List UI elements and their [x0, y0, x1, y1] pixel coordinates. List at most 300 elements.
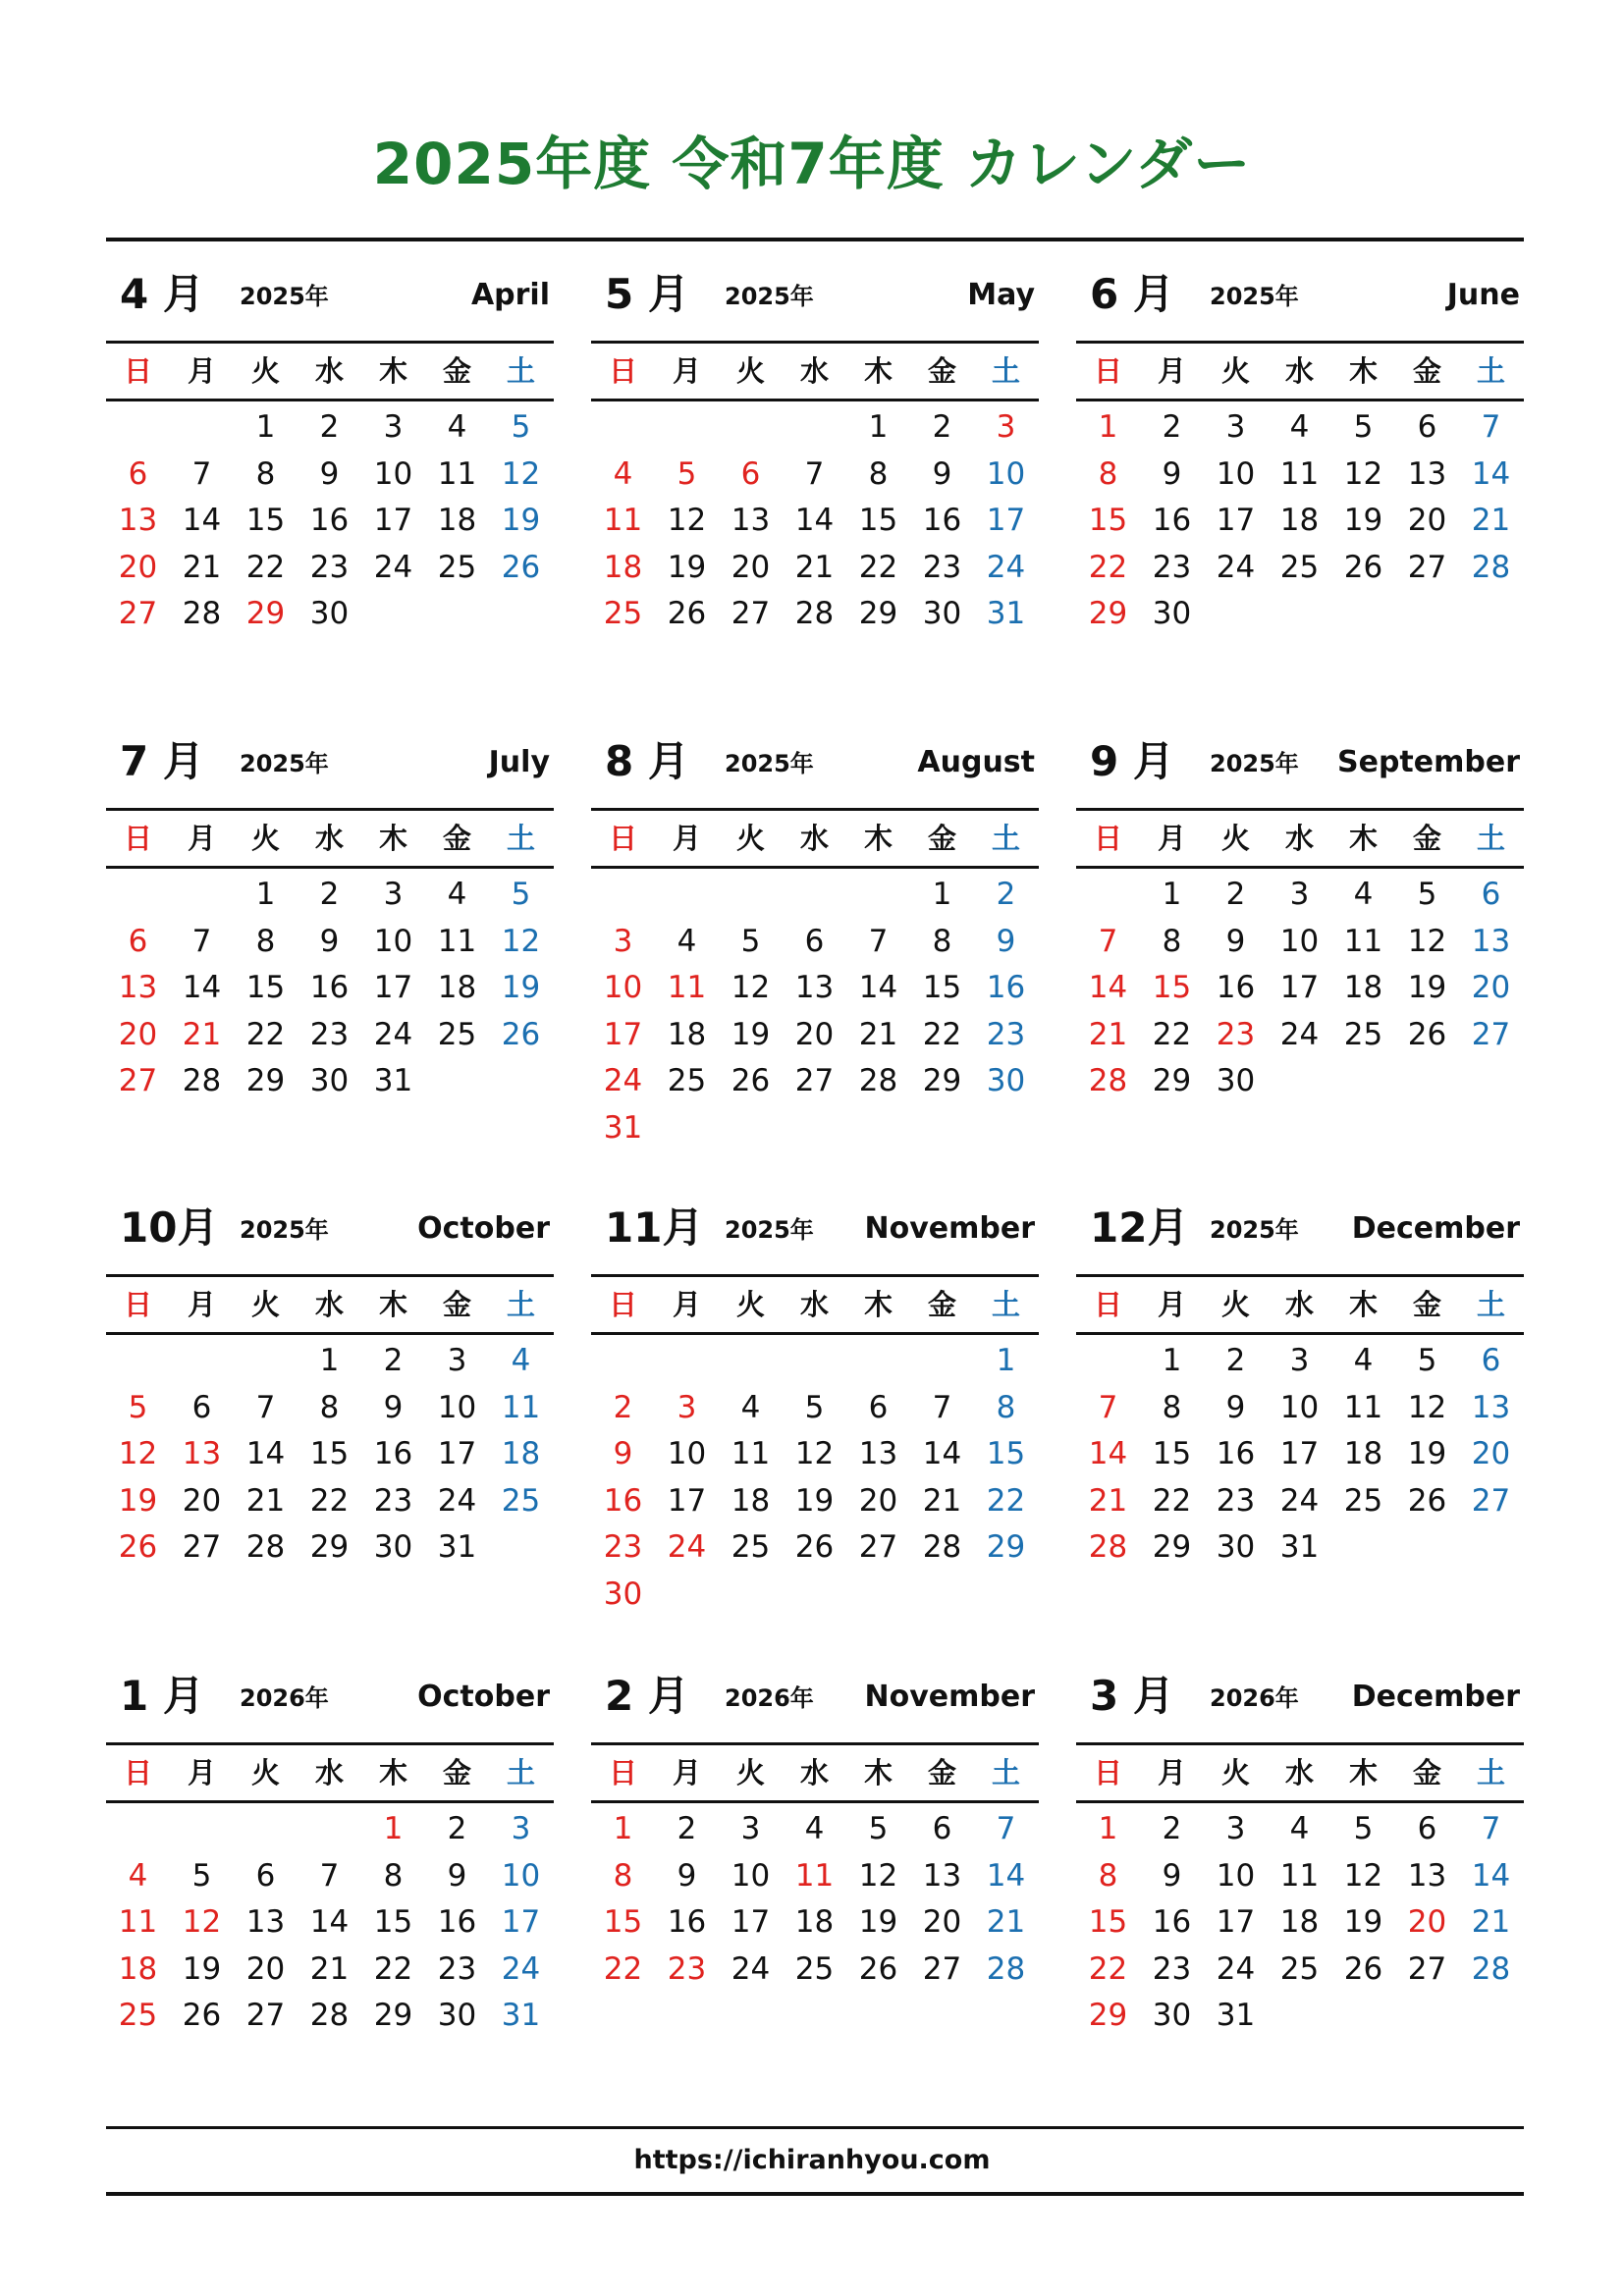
weekday-label: 月: [187, 1756, 216, 1789]
day-cell: 31: [373, 1063, 413, 1098]
day-cell: 20: [1471, 970, 1511, 1005]
month-label: 1 月: [120, 1672, 204, 1720]
day-cell: 29: [986, 1529, 1026, 1565]
day-cell: 21: [794, 549, 835, 585]
empty-cell: [783, 872, 846, 919]
month-header: [106, 1660, 554, 1742]
month-header: [106, 1192, 554, 1274]
day-cell: 14: [1471, 1857, 1511, 1894]
day-cell: 9: [613, 1436, 633, 1471]
day-cell: 12: [501, 923, 541, 959]
day-cell: 29: [309, 1529, 350, 1565]
day-cell: 18: [501, 1436, 541, 1471]
month-english-name: August: [917, 745, 1035, 779]
day-cell: 16: [922, 503, 962, 538]
weekday-header-row: [591, 1742, 1039, 1803]
day-cell: 19: [501, 970, 541, 1005]
day-cell: 18: [667, 1016, 707, 1052]
day-cell: 17: [1216, 503, 1256, 538]
empty-cell: [655, 404, 719, 452]
day-cell: 15: [1152, 970, 1192, 1005]
footer-url[interactable]: https://ichiranhyou.com: [633, 2145, 991, 2175]
empty-cell: [591, 404, 655, 452]
month-block: [1076, 258, 1524, 638]
day-cell: 9: [1162, 1857, 1182, 1894]
day-cell: 16: [1152, 503, 1192, 538]
day-cell: 28: [182, 1063, 222, 1098]
empty-cell: [655, 1338, 719, 1385]
empty-cell: [106, 1338, 170, 1385]
day-cell: 30: [986, 1063, 1026, 1098]
day-cell: 15: [309, 1436, 350, 1471]
day-cell: 25: [501, 1482, 541, 1519]
day-cell: 25: [603, 596, 643, 631]
day-cell: 4: [511, 1343, 531, 1378]
weekday-label: 金: [927, 822, 956, 855]
weekday-label: 水: [314, 822, 344, 855]
month-year: 2025年: [1210, 750, 1299, 777]
day-cell: 28: [309, 1998, 350, 2033]
weekday-label: 火: [250, 1756, 280, 1789]
day-cell: 19: [1407, 1436, 1447, 1471]
day-cell: 7: [191, 455, 212, 492]
month-header: [1076, 1660, 1524, 1742]
day-cell: 22: [603, 1950, 643, 1987]
empty-cell: [106, 1806, 170, 1853]
day-cell: 9: [932, 455, 952, 492]
weekday-label: 木: [863, 1288, 893, 1321]
day-cell: 27: [1407, 1950, 1447, 1987]
weekday-label: 日: [123, 822, 152, 855]
month-label: 10月: [120, 1203, 219, 1252]
day-cell: 19: [1343, 503, 1383, 538]
weekday-label: 日: [1093, 354, 1122, 388]
day-cell: 7: [1481, 409, 1501, 445]
weekday-label: 金: [1412, 1288, 1441, 1321]
day-cell: 6: [191, 1389, 212, 1425]
day-cell: 5: [1417, 1343, 1437, 1378]
day-cell: 27: [118, 1063, 158, 1098]
day-cell: 28: [922, 1529, 962, 1565]
day-cell: 2: [1225, 877, 1246, 912]
day-cell: 15: [245, 503, 286, 538]
weekday-label: 水: [314, 354, 344, 388]
weekday-label: 月: [1157, 1288, 1186, 1321]
day-cell: 10: [437, 1389, 477, 1425]
month-english-name: November: [864, 1680, 1035, 1714]
month-block: [106, 725, 554, 1105]
day-cell: 31: [1216, 1998, 1256, 2033]
day-cell: 20: [922, 1904, 962, 1940]
day-cell: 14: [922, 1436, 962, 1471]
day-cell: 24: [731, 1950, 771, 1987]
day-cell: 26: [182, 1998, 222, 2033]
day-cell: 7: [868, 923, 889, 959]
day-cell: 18: [437, 503, 477, 538]
day-cell: 8: [996, 1389, 1016, 1425]
day-cell: 21: [1088, 1482, 1128, 1519]
day-cell: 3: [511, 1811, 531, 1846]
day-cell: 10: [373, 455, 413, 492]
day-cell: 5: [677, 455, 697, 492]
month-label: 8 月: [605, 737, 689, 785]
day-cell: 12: [858, 1857, 898, 1894]
month-english-name: June: [1446, 278, 1520, 312]
day-cell: 9: [1162, 455, 1182, 492]
day-cell: 16: [1216, 1436, 1256, 1471]
day-cell: 22: [986, 1482, 1026, 1519]
weekday-header-row: [106, 1274, 554, 1335]
day-cell: 10: [501, 1857, 541, 1894]
day-cell: 20: [118, 549, 158, 585]
day-cell: 22: [373, 1950, 413, 1987]
day-cell: 10: [667, 1436, 707, 1471]
day-cell: 13: [794, 970, 835, 1005]
day-cell: 10: [603, 970, 643, 1005]
day-cell: 12: [1343, 455, 1383, 492]
weekday-label: 月: [1157, 822, 1186, 855]
day-cell: 7: [191, 923, 212, 959]
day-cell: 16: [1152, 1904, 1192, 1940]
day-cell: 1: [932, 877, 952, 912]
month-label: 2 月: [605, 1672, 689, 1720]
day-cell: 15: [373, 1904, 413, 1940]
day-cell: 11: [603, 503, 643, 538]
day-cell: 27: [922, 1950, 962, 1987]
day-cell: 28: [986, 1950, 1026, 1987]
day-cell: 1: [255, 409, 276, 445]
day-cell: 19: [731, 1016, 771, 1052]
month-label: 11月: [605, 1203, 704, 1252]
weekday-label: 水: [799, 1756, 829, 1789]
weekday-label: 金: [442, 1756, 471, 1789]
weekday-label: 土: [991, 354, 1020, 388]
day-cell: 28: [1471, 549, 1511, 585]
day-cell: 1: [1098, 409, 1118, 445]
day-cell: 29: [373, 1998, 413, 2033]
day-cell: 18: [1279, 1904, 1320, 1940]
day-cell: 18: [118, 1950, 158, 1987]
day-cell: 30: [1216, 1529, 1256, 1565]
day-cell: 8: [383, 1857, 404, 1894]
day-cell: 3: [613, 923, 633, 959]
day-cell: 11: [437, 923, 477, 959]
day-cell: 16: [309, 970, 350, 1005]
day-cell: 13: [1471, 1389, 1511, 1425]
weekday-label: 土: [1476, 1756, 1505, 1789]
day-cell: 14: [182, 503, 222, 538]
day-cell: 2: [1162, 409, 1182, 445]
month-year: 2025年: [240, 750, 329, 777]
weekday-header-row: [106, 1742, 554, 1803]
day-cell: 6: [1417, 1811, 1437, 1846]
weekday-label: 日: [1093, 1288, 1122, 1321]
day-cell: 19: [858, 1904, 898, 1940]
weekday-label: 土: [991, 1756, 1020, 1789]
day-cell: 21: [986, 1904, 1026, 1940]
day-cell: 3: [996, 409, 1016, 445]
day-cell: 25: [118, 1998, 158, 2033]
day-cell: 10: [731, 1857, 771, 1894]
month-header: [1076, 258, 1524, 341]
day-cell: 23: [373, 1482, 413, 1519]
month-block: [106, 1660, 554, 2040]
day-cell: 4: [740, 1389, 761, 1425]
month-header: [106, 725, 554, 808]
day-cell: 31: [986, 596, 1026, 631]
weekday-label: 水: [1284, 1288, 1314, 1321]
day-cell: 20: [245, 1950, 286, 1987]
top-divider: [106, 238, 1524, 241]
month-year: 2026年: [240, 1684, 329, 1712]
month-block: [1076, 725, 1524, 1105]
day-cell: 29: [858, 596, 898, 631]
weekday-label: 土: [991, 1288, 1020, 1321]
day-cell: 1: [255, 877, 276, 912]
weekday-label: 土: [506, 354, 535, 388]
weekday-label: 木: [378, 1288, 407, 1321]
month-label: 3 月: [1090, 1672, 1174, 1720]
empty-cell: [910, 1338, 974, 1385]
day-cell: 4: [1353, 1343, 1374, 1378]
weekday-label: 日: [608, 1288, 637, 1321]
weekday-label: 水: [799, 822, 829, 855]
day-cell: 5: [511, 877, 531, 912]
weekday-label: 土: [1476, 1288, 1505, 1321]
day-cell: 1: [1098, 1811, 1118, 1846]
day-cell: 10: [986, 455, 1026, 492]
day-cell: 2: [1225, 1343, 1246, 1378]
empty-cell: [1076, 872, 1140, 919]
day-cell: 8: [255, 455, 276, 492]
day-cell: 31: [501, 1998, 541, 2033]
day-cell: 20: [1407, 503, 1447, 538]
month-block: [106, 1192, 554, 1572]
day-cell: 11: [794, 1857, 835, 1894]
day-cell: 8: [868, 455, 889, 492]
day-cell: 27: [1407, 549, 1447, 585]
day-cell: 14: [1471, 455, 1511, 492]
day-cell: 3: [447, 1343, 467, 1378]
weekday-label: 金: [442, 354, 471, 388]
weekday-label: 木: [1348, 354, 1378, 388]
day-cell: 28: [1471, 1950, 1511, 1987]
day-cell: 11: [118, 1904, 158, 1940]
day-grid: [1076, 872, 1524, 1105]
day-cell: 10: [1279, 923, 1320, 959]
day-cell: 23: [986, 1016, 1026, 1052]
day-cell: 4: [1289, 409, 1310, 445]
day-cell: 17: [437, 1436, 477, 1471]
day-cell: 25: [731, 1529, 771, 1565]
day-cell: 18: [794, 1904, 835, 1940]
weekday-label: 月: [187, 1288, 216, 1321]
month-year: 2025年: [725, 283, 814, 310]
day-cell: 17: [667, 1482, 707, 1519]
day-cell: 14: [1088, 970, 1128, 1005]
empty-cell: [783, 404, 846, 452]
day-cell: 4: [447, 877, 467, 912]
weekday-label: 土: [1476, 822, 1505, 855]
day-cell: 20: [118, 1016, 158, 1052]
day-cell: 6: [1417, 409, 1437, 445]
day-cell: 26: [118, 1529, 158, 1565]
day-cell: 22: [922, 1016, 962, 1052]
day-cell: 21: [922, 1482, 962, 1519]
day-cell: 30: [373, 1529, 413, 1565]
day-cell: 5: [191, 1857, 212, 1894]
day-cell: 13: [118, 970, 158, 1005]
day-cell: 12: [794, 1436, 835, 1471]
month-block: [591, 1192, 1039, 1618]
weekday-label: 月: [672, 822, 701, 855]
weekday-label: 金: [1412, 1756, 1441, 1789]
day-cell: 26: [1343, 549, 1383, 585]
day-grid: [591, 1338, 1039, 1618]
weekday-label: 火: [1220, 1288, 1250, 1321]
day-cell: 11: [667, 970, 707, 1005]
day-cell: 5: [1417, 877, 1437, 912]
day-cell: 31: [603, 1109, 643, 1146]
weekday-label: 日: [608, 354, 637, 388]
weekday-label: 水: [1284, 354, 1314, 388]
day-cell: 3: [677, 1389, 697, 1425]
day-cell: 5: [511, 409, 531, 445]
day-cell: 3: [1225, 1811, 1246, 1846]
day-cell: 16: [437, 1904, 477, 1940]
weekday-label: 金: [1412, 822, 1441, 855]
day-cell: 19: [1343, 1904, 1383, 1940]
day-cell: 4: [1289, 1811, 1310, 1846]
weekday-label: 水: [1284, 1756, 1314, 1789]
day-cell: 2: [383, 1343, 404, 1378]
weekday-label: 日: [123, 354, 152, 388]
day-cell: 15: [858, 503, 898, 538]
month-english-name: May: [967, 278, 1035, 312]
weekday-label: 日: [123, 1756, 152, 1789]
day-cell: 20: [731, 549, 771, 585]
day-cell: 25: [437, 1016, 477, 1052]
day-cell: 23: [309, 549, 350, 585]
day-cell: 27: [731, 596, 771, 631]
day-cell: 15: [1088, 1904, 1128, 1940]
month-block: [1076, 1660, 1524, 2040]
day-cell: 2: [319, 409, 340, 445]
day-cell: 31: [437, 1529, 477, 1565]
weekday-label: 火: [250, 822, 280, 855]
month-english-name: October: [417, 1680, 550, 1714]
day-cell: 4: [128, 1857, 148, 1894]
day-grid: [106, 872, 554, 1105]
weekday-label: 火: [735, 354, 765, 388]
empty-cell: [298, 1806, 361, 1853]
day-cell: 12: [118, 1436, 158, 1471]
day-cell: 12: [1343, 1857, 1383, 1894]
month-label: 4 月: [120, 270, 204, 318]
day-cell: 28: [1088, 1529, 1128, 1565]
weekday-label: 月: [672, 1756, 701, 1789]
day-cell: 16: [667, 1904, 707, 1940]
day-cell: 17: [986, 503, 1026, 538]
day-cell: 30: [922, 596, 962, 631]
day-cell: 7: [996, 1811, 1016, 1846]
day-cell: 22: [1152, 1016, 1192, 1052]
day-cell: 11: [1279, 1857, 1320, 1894]
day-cell: 5: [128, 1389, 148, 1425]
day-cell: 14: [309, 1904, 350, 1940]
day-cell: 13: [731, 503, 771, 538]
day-cell: 26: [794, 1529, 835, 1565]
weekday-label: 金: [442, 822, 471, 855]
day-cell: 26: [1407, 1016, 1447, 1052]
day-cell: 24: [667, 1529, 707, 1565]
day-cell: 30: [309, 1063, 350, 1098]
day-cell: 30: [1216, 1063, 1256, 1098]
month-block: [591, 258, 1039, 638]
day-cell: 1: [868, 409, 889, 445]
day-grid: [106, 1806, 554, 2040]
empty-cell: [234, 1338, 298, 1385]
weekday-label: 水: [314, 1288, 344, 1321]
day-cell: 7: [255, 1389, 276, 1425]
day-cell: 27: [1471, 1016, 1511, 1052]
day-cell: 25: [1343, 1482, 1383, 1519]
month-english-name: December: [1351, 1680, 1520, 1714]
day-cell: 30: [309, 596, 350, 631]
day-cell: 13: [1407, 455, 1447, 492]
day-cell: 22: [245, 1016, 286, 1052]
day-grid: [591, 404, 1039, 638]
day-cell: 19: [667, 549, 707, 585]
day-cell: 11: [1343, 1389, 1383, 1425]
day-cell: 3: [740, 1811, 761, 1846]
month-block: [1076, 1192, 1524, 1572]
day-cell: 11: [1343, 923, 1383, 959]
day-cell: 14: [858, 970, 898, 1005]
day-cell: 15: [245, 970, 286, 1005]
day-cell: 21: [309, 1950, 350, 1987]
day-cell: 7: [1481, 1811, 1501, 1846]
empty-cell: [846, 872, 910, 919]
weekday-header-row: [591, 1274, 1039, 1335]
day-grid: [591, 1806, 1039, 1993]
day-cell: 1: [383, 1811, 404, 1846]
month-label: 7 月: [120, 737, 204, 785]
day-cell: 17: [1216, 1904, 1256, 1940]
day-cell: 23: [922, 549, 962, 585]
day-cell: 24: [1279, 1016, 1320, 1052]
weekday-label: 月: [1157, 354, 1186, 388]
day-cell: 6: [128, 923, 148, 959]
day-cell: 10: [373, 923, 413, 959]
day-cell: 20: [858, 1482, 898, 1519]
day-cell: 20: [1471, 1436, 1511, 1471]
empty-cell: [719, 1338, 783, 1385]
weekday-label: 日: [1093, 822, 1122, 855]
day-cell: 17: [1279, 1436, 1320, 1471]
day-cell: 4: [804, 1811, 825, 1846]
day-cell: 28: [182, 596, 222, 631]
month-english-name: November: [864, 1211, 1035, 1246]
day-cell: 23: [309, 1016, 350, 1052]
day-cell: 6: [1481, 877, 1501, 912]
weekday-label: 木: [1348, 1756, 1378, 1789]
day-cell: 8: [932, 923, 952, 959]
weekday-label: 木: [863, 1756, 893, 1789]
weekday-label: 木: [378, 1756, 407, 1789]
month-english-name: July: [488, 745, 550, 779]
weekday-label: 火: [1220, 822, 1250, 855]
